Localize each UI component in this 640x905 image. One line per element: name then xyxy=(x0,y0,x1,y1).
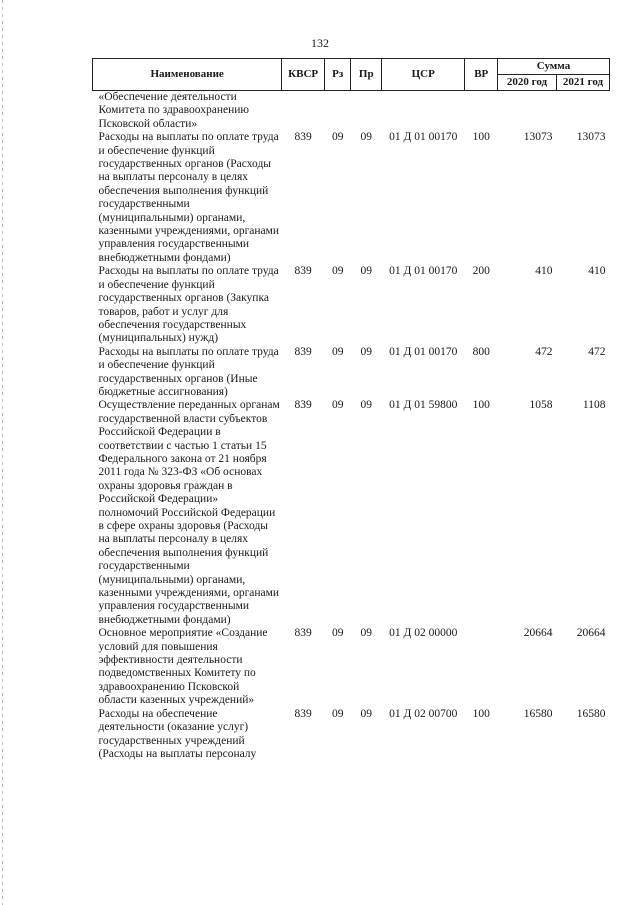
cell-sum-2021: 472 xyxy=(588,345,606,358)
cell-kvsr: 839 xyxy=(294,707,312,720)
header-rz: Рз xyxy=(325,59,351,91)
table-body xyxy=(93,91,610,762)
cell-sum-2021: 20664 xyxy=(576,627,606,640)
header-sum: Сумма xyxy=(498,59,610,75)
cell-csr: 01 Д 01 00170 xyxy=(389,131,458,144)
cell-name: «Обеспечение деятельности Комитета по здравоохранению Псковской области» xyxy=(98,91,249,130)
cell-vr: 200 xyxy=(472,265,490,278)
cell-rz: 09 xyxy=(331,707,344,720)
header-vr: ВР xyxy=(465,59,498,91)
table-row xyxy=(93,346,610,400)
table-row xyxy=(93,265,610,345)
cell-rz: 09 xyxy=(331,345,344,358)
cell-sum-2020: 13073 xyxy=(523,131,553,144)
cell-vr xyxy=(465,627,498,707)
cell-csr: 01 Д 01 59800 xyxy=(389,399,458,412)
cell-pr: 09 xyxy=(360,707,372,720)
cell-sum-2020: 1058 xyxy=(529,399,553,412)
cell-kvsr: 839 xyxy=(294,265,312,278)
cell-sum-2020: 16580 xyxy=(523,707,553,720)
cell-name: Расходы на обеспечение деятельности (оказание услуг) государственных учреждений (Расходы на выплаты персоналу xyxy=(98,707,257,760)
cell-rz: 09 xyxy=(331,399,344,412)
cell-sum-2020: 410 xyxy=(535,265,553,278)
cell-csr xyxy=(382,91,465,132)
cell-sum-2021: 13073 xyxy=(576,131,606,144)
page-number: 132 xyxy=(311,36,329,50)
cell-rz: 09 xyxy=(331,131,344,144)
cell-name: Расходы на выплаты по оплате труда и обеспечение функций государственных органов (Иные бюджетные ассигнования) xyxy=(98,345,279,398)
scan-edge xyxy=(2,0,3,905)
cell-rz: 09 xyxy=(331,265,344,278)
cell-vr xyxy=(465,91,498,132)
cell-vr: 100 xyxy=(472,131,490,144)
header-pr: Пр xyxy=(351,59,382,91)
cell-sum-2021: 16580 xyxy=(576,707,606,720)
header-kvsr: КВСР xyxy=(282,59,325,91)
table-row xyxy=(93,399,610,627)
cell-csr: 01 Д 02 00700 xyxy=(389,707,458,720)
table-row xyxy=(93,627,610,707)
cell-vr: 100 xyxy=(472,707,490,720)
table-header xyxy=(93,59,610,91)
cell-vr: 800 xyxy=(472,345,490,358)
cell-name: Расходы на выплаты по оплате труда и обеспечение функций государственных органов (Расходы на выплаты персоналу в целях обеспечения выполнения функций государственными (муниципальными) органами, казенными учреждениями, органами управления государственными внебюджетными фондами) xyxy=(98,131,280,264)
header-year-2020: 2020 год xyxy=(498,75,557,91)
cell-csr: 01 Д 01 00170 xyxy=(389,345,458,358)
cell-kvsr: 839 xyxy=(294,627,312,640)
cell-kvsr: 839 xyxy=(294,131,312,144)
cell-rz xyxy=(325,91,351,132)
cell-pr: 09 xyxy=(360,399,372,412)
cell-kvsr xyxy=(282,91,325,132)
cell-kvsr: 839 xyxy=(294,345,312,358)
cell-sum-2021 xyxy=(557,91,610,132)
cell-kvsr: 839 xyxy=(294,399,312,412)
cell-sum-2020: 20664 xyxy=(523,627,553,640)
header-name: Наименование xyxy=(93,59,282,91)
cell-sum-2021: 1108 xyxy=(582,399,606,412)
header-csr: ЦСР xyxy=(382,59,465,91)
table-row xyxy=(93,91,610,132)
cell-pr: 09 xyxy=(360,627,372,640)
cell-pr: 09 xyxy=(360,265,372,278)
cell-vr: 100 xyxy=(472,399,490,412)
cell-sum-2020 xyxy=(498,91,557,132)
cell-name: Осуществление переданных органам государственной власти субъектов Российской Федерации в соответствии с частью 1 статьи 15 Федерального закона от 21 ноября 2011 года № 323-ФЗ «Об основах охраны здоровья граждан в Российской Федерации» полномочий Российской Федерации в сфере охраны здоровья (Расходы на выплаты персоналу в целях обеспечения выполнения функций государственными (муниципальными) органами, казенными учреждениями, органами управления государственными внебюджетными фондами) xyxy=(98,399,280,626)
budget-table xyxy=(92,58,610,761)
cell-pr: 09 xyxy=(360,131,372,144)
header-year-2021: 2021 год xyxy=(557,75,610,91)
table-row xyxy=(93,131,610,265)
cell-pr xyxy=(351,91,382,132)
cell-rz: 09 xyxy=(331,627,344,640)
table-row xyxy=(93,708,610,762)
cell-csr: 01 Д 02 00000 xyxy=(389,627,458,640)
cell-csr: 01 Д 01 00170 xyxy=(389,265,458,278)
cell-name: Расходы на выплаты по оплате труда и обеспечение функций государственных органов (Закупка товаров, работ и услуг для обеспечения государственных (муниципальных) нужд) xyxy=(98,265,279,345)
budget-table-container xyxy=(92,58,610,761)
cell-sum-2021: 410 xyxy=(588,265,606,278)
cell-name: Основное мероприятие «Создание условий для повышения эффективности деятельности подведомственных Комитету по здравоохранению Псковской области казенных учреждений» xyxy=(98,627,268,707)
cell-sum-2020: 472 xyxy=(535,345,553,358)
cell-pr: 09 xyxy=(360,345,372,358)
